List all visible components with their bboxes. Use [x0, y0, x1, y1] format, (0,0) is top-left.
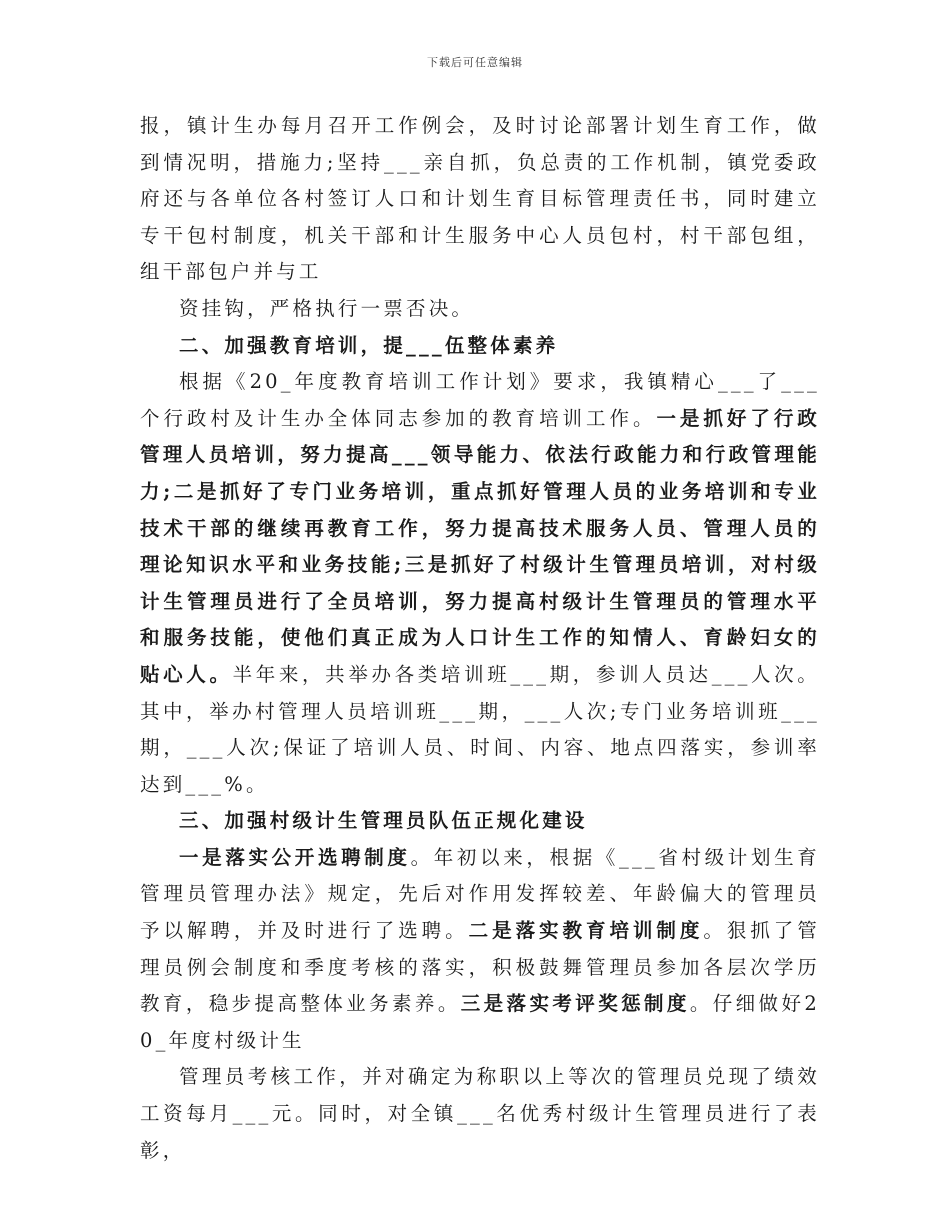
- paragraph-4-bold-1: 一是落实公开选聘制度: [179, 845, 411, 869]
- paragraph-4-bold-2: 二是落实教育培训制度: [468, 919, 704, 943]
- paragraph-4-text-1: 。年初以来，根据《___省村级计划生育管理员管理办法》规定，先后对作用发挥较差、年龄偏大的管理员予以解聘，并及时进行了选聘。: [140, 845, 820, 943]
- paragraph-4-text-2: 。狠抓了管理员例会制度和季度考核的落实，积极鼓舞管理员参加各层次学历教育，稳步提高整体业务素养。: [140, 919, 820, 1016]
- paragraph-3-intro: 根据《20_年度教育培训工作计划》要求，我镇精心___了___个行政村及计生办全体同志参加的教育培训工作。: [140, 370, 820, 430]
- paragraph-1: 报，镇计生办每月召开工作例会，及时讨论部署计划生育工作，做到情况明，措施力;坚持___亲自抓，负总责的工作机制，镇党委政府还与各单位各村签订人口和计划生育目标管理责任书，同时建立专干包村制度，机关干部和计生服务中心人员包村，村干部包组，组干部包户并与工: [140, 114, 820, 284]
- paragraph-5: 管理员考核工作，并对确定为称职以上等次的管理员兑现了绩效工资每月___元。同时，对全镇___名优秀村级计生管理员进行了表彰，: [140, 1065, 820, 1162]
- paragraph-4-text-3: 。仔细做好20_年度村级计生: [140, 992, 820, 1052]
- section-heading-3: 三、加强村级计生管理员队伍正规化建设: [179, 809, 588, 833]
- section-heading-2: 二、加强教育培训，提___伍整体素养: [179, 333, 559, 357]
- paragraph-4: [140, 840, 820, 1060]
- paragraph-2: 资挂钩，严格执行一票否决。: [179, 296, 475, 320]
- paragraph-4-bold-3: 三是落实考评奖惩制度: [460, 992, 690, 1016]
- paragraph-3: [140, 364, 820, 803]
- document-body: [140, 108, 820, 1169]
- paragraph-3-bold: 一是抓好了行政管理人员培训，努力提高___领导能力、依法行政能力和行政管理能力;二是抓好了专门业务培训，重点抓好管理人员的业务培训和专业技术干部的继续再教育工作，努力提高技术服务人员、管理人员的理论知识水平和业务技能;三是抓好了村级计生管理员培训，对村级计生管理员进行了全员培训，努力提高村级计生管理员的管理水平和服务技能，使他们真正成为人口计生工作的知情人、育龄妇女的贴心人。: [140, 406, 821, 686]
- page-header: 下载后可任意编辑: [427, 56, 523, 69]
- paragraph-3-tail: 半年来，共举办各类培训班___期，参训人员达___人次。其中，举办村管理人员培训班___期，___人次;专门业务培训班___期，___人次;保证了培训人员、时间、内容、地点四落实，参训率达到___%。: [140, 662, 820, 796]
